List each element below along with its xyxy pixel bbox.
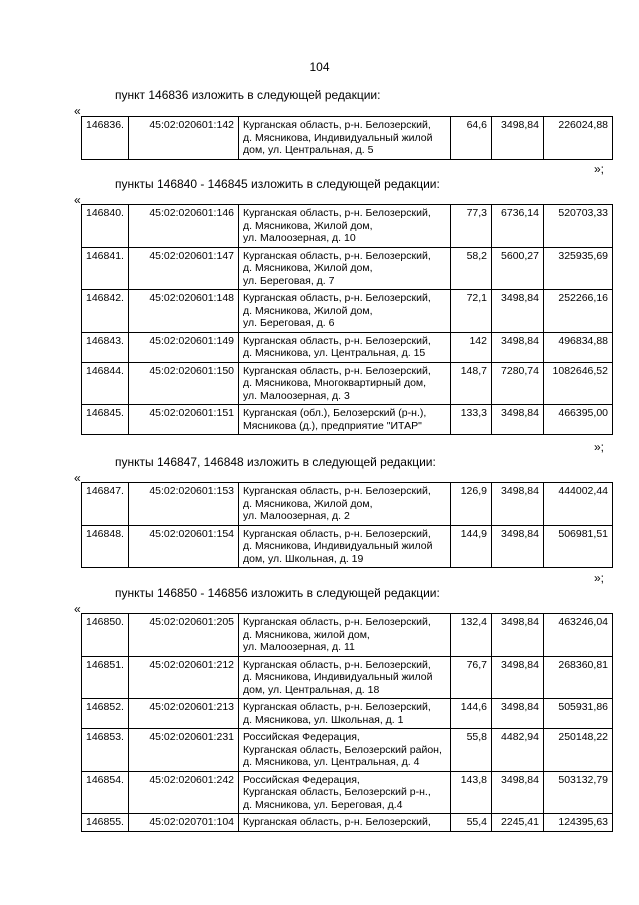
address-line: Курганская область, р-н. Белозерский, <box>243 334 431 347</box>
rate-cell: 5600,27 <box>492 247 544 290</box>
value-cell: 496834,88 <box>544 332 613 362</box>
value-cell: 503132,79 <box>544 771 613 814</box>
value-cell: 466395,00 <box>544 405 613 435</box>
address-cell <box>239 656 451 699</box>
row-number-cell: 146841. <box>82 247 129 290</box>
rate-cell: 7280,74 <box>492 362 544 405</box>
area-cell: 148,7 <box>451 362 492 405</box>
address-line: Курганская область, р-н. Белозерский, <box>243 207 431 219</box>
value-cell: 1082646,52 <box>544 362 613 405</box>
rate-cell: 3498,84 <box>492 117 544 160</box>
area-cell: 58,2 <box>451 247 492 290</box>
address-line: д. Мясникова, Жилой дом, <box>243 497 373 510</box>
table-row <box>82 332 613 362</box>
table-row <box>82 483 613 526</box>
address-cell <box>239 814 451 832</box>
address-line: д. Мясникова, Индивидуальный жилой <box>243 671 433 683</box>
address-line: ул. Береговая, д. 7 <box>243 274 335 287</box>
row-number-cell: 146836. <box>82 117 129 160</box>
address-line: д. Мясникова, ул. Школьная, д. 1 <box>243 713 404 726</box>
quote-close: »; <box>594 571 605 585</box>
rate-cell: 3498,84 <box>492 656 544 699</box>
value-cell: 506981,51 <box>544 525 613 568</box>
address-line: Курганская область, р-н. Белозерский, <box>243 119 431 131</box>
value-cell: 520703,33 <box>544 205 613 248</box>
table-row <box>82 525 613 568</box>
table-row <box>82 699 613 729</box>
address-cell <box>239 729 451 772</box>
address-cell <box>239 117 451 160</box>
table-section-4 <box>81 613 613 832</box>
value-cell: 226024,88 <box>544 117 613 160</box>
address-line: ул. Малоозерная, д. 3 <box>243 389 350 402</box>
row-number-cell: 146842. <box>82 290 129 333</box>
area-cell: 64,6 <box>451 117 492 160</box>
address-line: д. Мясникова, Жилой дом, <box>243 304 373 317</box>
rate-cell: 4482,94 <box>492 729 544 772</box>
value-cell: 124395,63 <box>544 814 613 832</box>
row-number-cell: 146852. <box>82 699 129 729</box>
cadastral-number-cell: 45:02:020701:104 <box>129 814 239 832</box>
area-cell: 144,6 <box>451 699 492 729</box>
value-cell: 252266,16 <box>544 290 613 333</box>
section-intro: пункты 146847, 146848 изложить в следующей редакции: <box>115 455 436 469</box>
table-row <box>82 814 613 832</box>
row-number-cell: 146847. <box>82 483 129 526</box>
table-row <box>82 614 613 657</box>
rate-cell: 3498,84 <box>492 771 544 814</box>
address-cell <box>239 332 451 362</box>
quote-open: « <box>74 471 81 485</box>
cadastral-number-cell: 45:02:020601:153 <box>129 483 239 526</box>
address-cell <box>239 405 451 435</box>
rate-cell: 3498,84 <box>492 483 544 526</box>
cadastral-number-cell: 45:02:020601:149 <box>129 332 239 362</box>
address-line: ул. Береговая, д. 6 <box>243 317 335 329</box>
row-number-cell: 146854. <box>82 771 129 814</box>
address-line: дом, ул. Центральная, д. 18 <box>243 683 380 696</box>
address-cell <box>239 205 451 248</box>
cadastral-number-cell: 45:02:020601:148 <box>129 290 239 333</box>
table-section-2 <box>81 204 613 435</box>
address-line: д. Мясникова, Жилой дом, <box>243 262 373 274</box>
cadastral-number-cell: 45:02:020601:146 <box>129 205 239 248</box>
address-line: д. Мясникова, Жилой дом, <box>243 219 373 232</box>
address-line: дом, ул. Центральная, д. 5 <box>243 144 374 156</box>
row-number-cell: 146850. <box>82 614 129 657</box>
value-cell: 463246,04 <box>544 614 613 657</box>
address-cell <box>239 247 451 290</box>
rate-cell: 3498,84 <box>492 699 544 729</box>
address-cell <box>239 525 451 568</box>
cadastral-number-cell: 45:02:020601:242 <box>129 771 239 814</box>
row-number-cell: 146855. <box>82 814 129 832</box>
row-number-cell: 146851. <box>82 656 129 699</box>
address-line: Курганская область, Белозерский р-н., <box>243 786 431 798</box>
rate-cell: 3498,84 <box>492 405 544 435</box>
value-cell: 250148,22 <box>544 729 613 772</box>
table-row <box>82 247 613 290</box>
address-line: д. Мясникова, Многоквартирный дом, <box>243 377 427 389</box>
row-number-cell: 146844. <box>82 362 129 405</box>
address-line: Курганская (обл.), Белозерский (р-н.), <box>243 407 427 419</box>
address-line: дом, ул. Школьная, д. 19 <box>243 552 364 565</box>
rate-cell: 2245,41 <box>492 814 544 832</box>
address-line: д. Мясникова, жилой дом, <box>243 628 370 641</box>
address-line: Курганская область, р-н. Белозерский, <box>243 249 431 262</box>
address-line: ул. Малоозерная, д. 2 <box>243 510 350 522</box>
value-cell: 268360,81 <box>544 656 613 699</box>
table-row <box>82 405 613 435</box>
rate-cell: 3498,84 <box>492 332 544 362</box>
cadastral-number-cell: 45:02:020601:147 <box>129 247 239 290</box>
quote-close: »; <box>594 440 605 454</box>
address-line: Курганская область, р-н. Белозерский, <box>243 658 431 671</box>
cadastral-number-cell: 45:02:020601:142 <box>129 117 239 160</box>
address-line: д. Мясникова, ул. Береговая, д.4 <box>243 798 403 811</box>
rate-cell: 3498,84 <box>492 614 544 657</box>
address-line: Курганская область, р-н. Белозерский, <box>243 485 431 497</box>
address-line: Курганская область, р-н. Белозерский, <box>243 364 431 377</box>
address-line: Курганская область, р-н. Белозерский, <box>243 616 431 628</box>
cadastral-number-cell: 45:02:020601:213 <box>129 699 239 729</box>
quote-open: « <box>74 193 81 207</box>
value-cell: 444002,44 <box>544 483 613 526</box>
table-row <box>82 205 613 248</box>
table-row <box>82 729 613 772</box>
address-line: Российская Федерация, <box>243 773 360 786</box>
address-line: д. Мясникова, Индивидуальный жилой <box>243 540 433 552</box>
area-cell: 55,4 <box>451 814 492 832</box>
address-line: Мясникова (д.), предприятие "ИТАР" <box>243 419 422 432</box>
area-cell: 144,9 <box>451 525 492 568</box>
table-row <box>82 771 613 814</box>
address-line: ул. Малоозерная, д. 10 <box>243 232 356 244</box>
table-row <box>82 656 613 699</box>
area-cell: 132,4 <box>451 614 492 657</box>
quote-open: « <box>74 104 81 118</box>
rate-cell: 3498,84 <box>492 525 544 568</box>
cadastral-number-cell: 45:02:020601:212 <box>129 656 239 699</box>
address-cell <box>239 699 451 729</box>
address-line: Курганская область, р-н. Белозерский, <box>243 527 431 540</box>
area-cell: 77,3 <box>451 205 492 248</box>
table-row <box>82 117 613 160</box>
area-cell: 143,8 <box>451 771 492 814</box>
area-cell: 55,8 <box>451 729 492 772</box>
address-line: Курганская область, р-н. Белозерский, <box>243 292 431 304</box>
page-number: 104 <box>309 60 330 74</box>
rate-cell: 3498,84 <box>492 290 544 333</box>
rate-cell: 6736,14 <box>492 205 544 248</box>
table-row <box>82 290 613 333</box>
address-line: Курганская область, р-н. Белозерский, <box>243 816 431 828</box>
address-line: д. Мясникова, Индивидуальный жилой <box>243 131 433 144</box>
value-cell: 505931,86 <box>544 699 613 729</box>
cadastral-number-cell: 45:02:020601:205 <box>129 614 239 657</box>
row-number-cell: 146843. <box>82 332 129 362</box>
value-cell: 325935,69 <box>544 247 613 290</box>
cadastral-number-cell: 45:02:020601:231 <box>129 729 239 772</box>
cadastral-number-cell: 45:02:020601:150 <box>129 362 239 405</box>
address-line: д. Мясникова, ул. Центральная, д. 4 <box>243 756 420 768</box>
address-line: Российская Федерация, <box>243 731 360 743</box>
row-number-cell: 146848. <box>82 525 129 568</box>
quote-open: « <box>74 602 81 616</box>
address-cell <box>239 614 451 657</box>
area-cell: 72,1 <box>451 290 492 333</box>
row-number-cell: 146845. <box>82 405 129 435</box>
address-cell <box>239 483 451 526</box>
area-cell: 133,3 <box>451 405 492 435</box>
table-row <box>82 362 613 405</box>
address-line: Курганская область, р-н. Белозерский, <box>243 701 431 713</box>
area-cell: 142 <box>451 332 492 362</box>
area-cell: 76,7 <box>451 656 492 699</box>
address-cell <box>239 290 451 333</box>
address-line: ул. Малоозерная, д. 11 <box>243 641 355 653</box>
cadastral-number-cell: 45:02:020601:154 <box>129 525 239 568</box>
area-cell: 126,9 <box>451 483 492 526</box>
address-line: д. Мясникова, ул. Центральная, д. 15 <box>243 347 426 359</box>
row-number-cell: 146840. <box>82 205 129 248</box>
table-section-3 <box>81 482 613 568</box>
address-cell <box>239 362 451 405</box>
section-intro: пункт 146836 изложить в следующей редакции: <box>115 88 381 102</box>
address-line: Курганская область, Белозерский район, <box>243 743 442 756</box>
section-intro: пункты 146840 - 146845 изложить в следующей редакции: <box>115 177 440 191</box>
row-number-cell: 146853. <box>82 729 129 772</box>
quote-close: »; <box>594 162 605 176</box>
cadastral-number-cell: 45:02:020601:151 <box>129 405 239 435</box>
address-cell <box>239 771 451 814</box>
section-intro: пункты 146850 - 146856 изложить в следующей редакции: <box>115 586 440 600</box>
table-section-1 <box>81 116 613 160</box>
